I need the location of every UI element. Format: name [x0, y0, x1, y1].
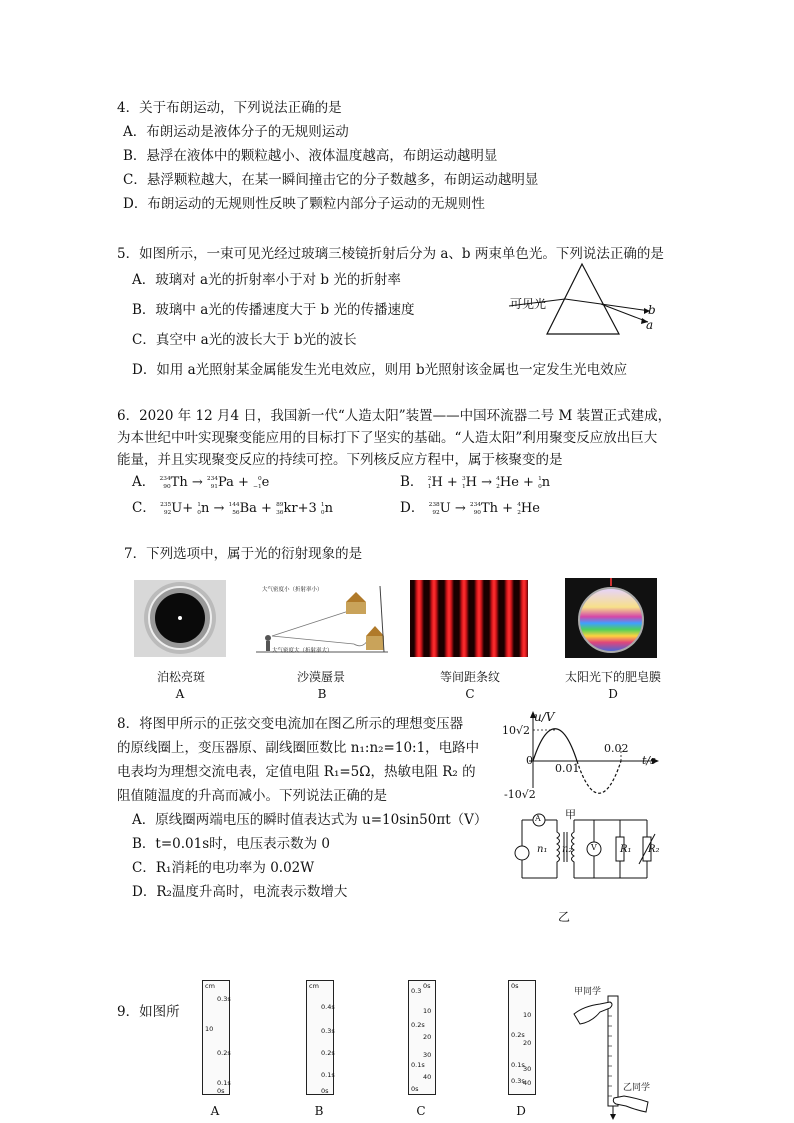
q9-letter-d: D	[516, 1104, 526, 1118]
prism-light-label: 可见光	[510, 297, 547, 311]
prism-triangle	[547, 264, 619, 334]
person-b-label: 乙同学	[623, 1083, 651, 1093]
q6-line-3: 能量，并且实现聚变反应的持续可控。下列核反应方程中，属于核聚变的是	[117, 452, 563, 468]
q4-option-c: C．悬浮颗粒越大，在某一瞬间撞击它的分子数越多，布朗运动越明显	[123, 172, 539, 188]
hand-top	[574, 1002, 612, 1024]
q5-option-b: B．玻璃中 a光的传播速度大于 b 光的传播速度	[132, 302, 415, 318]
q5-option-c: C．真空中 a光的波长大于 b光的波长	[132, 332, 357, 348]
ruler-b: cm 0.4s 0.3s 0.2s 0.1s 0s	[306, 980, 334, 1095]
q9-stem: 9．如图所	[117, 1004, 180, 1020]
q4-option-b: B．悬浮在液体中的颗粒越小、液体温度越高，布朗运动越明显	[123, 148, 498, 164]
q8-line-1: 8．将图甲所示的正弦交变电流加在图乙所示的理想变压器	[117, 716, 464, 732]
circuit-ammeter-label: A	[535, 814, 541, 823]
graph-peak: 10√2	[502, 724, 531, 737]
hand-bottom	[613, 1096, 648, 1112]
person-a-label: 甲同学	[574, 987, 602, 997]
q6-line-1: 6．2020 年 12 月4 日，我国新一代“人造太阳”装置——中国环流器二号 M 装置正式建成，	[117, 408, 672, 424]
q8-option-c: C．R₁消耗的电功率为 0.02W	[132, 860, 315, 876]
q5-option-d: D．如用 a光照射某金属能发生光电效应，则用 b光照射该金属也一定发生光电效应	[132, 362, 628, 378]
q6-option-a: A． 234 90 Th → 234 91 Pa + 0 −1 e	[132, 474, 270, 490]
graph-xlabel: t/s	[642, 754, 656, 767]
q9-letter-c: C	[416, 1104, 426, 1118]
circuit-voltmeter-label: V	[591, 843, 597, 852]
q7-stem: 7．下列选项中，属于光的衍射现象的是	[124, 546, 363, 562]
ruler-c: 0s 0.3 10 0.2s 20 30 0.1s 40 0s	[408, 980, 436, 1095]
q4-option-d: D．布朗运动的无规则性反映了颗粒内部分子运动的无规则性	[123, 196, 485, 212]
q5-option-a: A．玻璃对 a光的折射率小于对 b 光的折射率	[132, 272, 401, 288]
circuit-r1: R₁	[620, 844, 632, 855]
poisson-spot-image	[134, 580, 226, 657]
ruler-drop-figure	[570, 984, 656, 1120]
q6-option-c: C． 235 92 U+ 1 0 n → 144 56 Ba + 89 36 kr+3 1 0 n	[132, 500, 333, 516]
circuit-r2: R₂	[648, 844, 660, 855]
q7-caption-b: 沙漠蜃景	[296, 670, 345, 684]
q8-line-4: 阻值随温度的升高而减小。下列说法正确的是	[117, 788, 387, 804]
prism-label-a: a	[646, 318, 654, 332]
q8-option-a: A．原线圈两端电压的瞬时值表达式为 u=10sin50πt（V）	[132, 812, 488, 828]
q6-line-2: 为本世纪中叶实现聚变能应用的目标打下了坚实的基础。“人造太阳”利用聚变反应放出巨大	[117, 430, 658, 446]
q8-line-3: 电表均为理想交流电表，定值电阻 R₁=5Ω，热敏电阻 R₂ 的	[117, 764, 476, 780]
q7-letter-a: A	[175, 687, 185, 701]
equal-spacing-fringes-image	[410, 580, 528, 657]
ray-b	[601, 304, 650, 311]
graph-ylabel: u/V	[534, 710, 555, 724]
q4-option-a: A．布朗运动是液体分子的无规则运动	[123, 124, 349, 140]
graph-zero: 0	[526, 754, 533, 767]
q5-stem: 5．如图所示，一束可见光经过玻璃三棱镜折射后分为 a、b 两束单色光。下列说法正确的是	[117, 246, 664, 262]
mirage-top-label: 大气密度小（折射率小）	[262, 587, 323, 593]
q4-stem: 4．关于布朗运动，下列说法正确的是	[117, 100, 342, 116]
prism-label-b: b	[648, 303, 656, 317]
circuit-n1: n₁	[537, 844, 548, 855]
q6-option-b: B． 2 1 H + 3 1 H → 4 2 He + 1 0 n	[400, 474, 551, 490]
q7-caption-d: 太阳光下的肥皂膜	[564, 670, 661, 684]
voltage-curve-negative	[577, 761, 621, 793]
q8-line-2: 的原线圈上，变压器原、副线圈匝数比 n₁:n₂=10:1，电路中	[117, 740, 480, 756]
q7-caption-c: 等间距条纹	[439, 670, 500, 684]
inner-ray	[565, 299, 601, 304]
graph-neg: -10√2	[504, 788, 536, 801]
q8-option-b: B．t=0.01s时，电压表示数为 0	[132, 836, 331, 852]
q7-letter-c: C	[465, 687, 475, 701]
ruler-a: cm 0.3s 10 0.2s 0.1s 0s	[202, 980, 230, 1095]
q9-letter-b: B	[314, 1104, 324, 1118]
mirage-bottom-label: 大气密度大（折射率大）	[272, 648, 333, 654]
q7-letter-d: D	[608, 687, 618, 701]
voltage-curve-positive	[533, 729, 577, 761]
graph-t1: 0.01	[555, 762, 580, 775]
q8-option-d: D．R₂温度升高时，电流表示数增大	[132, 884, 348, 900]
ruler-d: 0s 10 0.2s 20 0.1s 30 0.3s 40	[508, 980, 536, 1095]
graph-t2: 0.02	[604, 742, 629, 755]
circuit-n2: n₂	[562, 844, 573, 855]
soap-film-image	[565, 578, 657, 658]
circuit-title: 甲	[565, 808, 576, 821]
circuit-caption: 乙	[558, 910, 571, 924]
q9-letter-a: A	[210, 1104, 220, 1118]
q7-caption-a: 泊松亮斑	[156, 670, 205, 684]
q7-letter-b: B	[317, 687, 327, 701]
q6-option-d: D． 238 92 U → 234 90 Th + 4 2 He	[400, 500, 540, 516]
